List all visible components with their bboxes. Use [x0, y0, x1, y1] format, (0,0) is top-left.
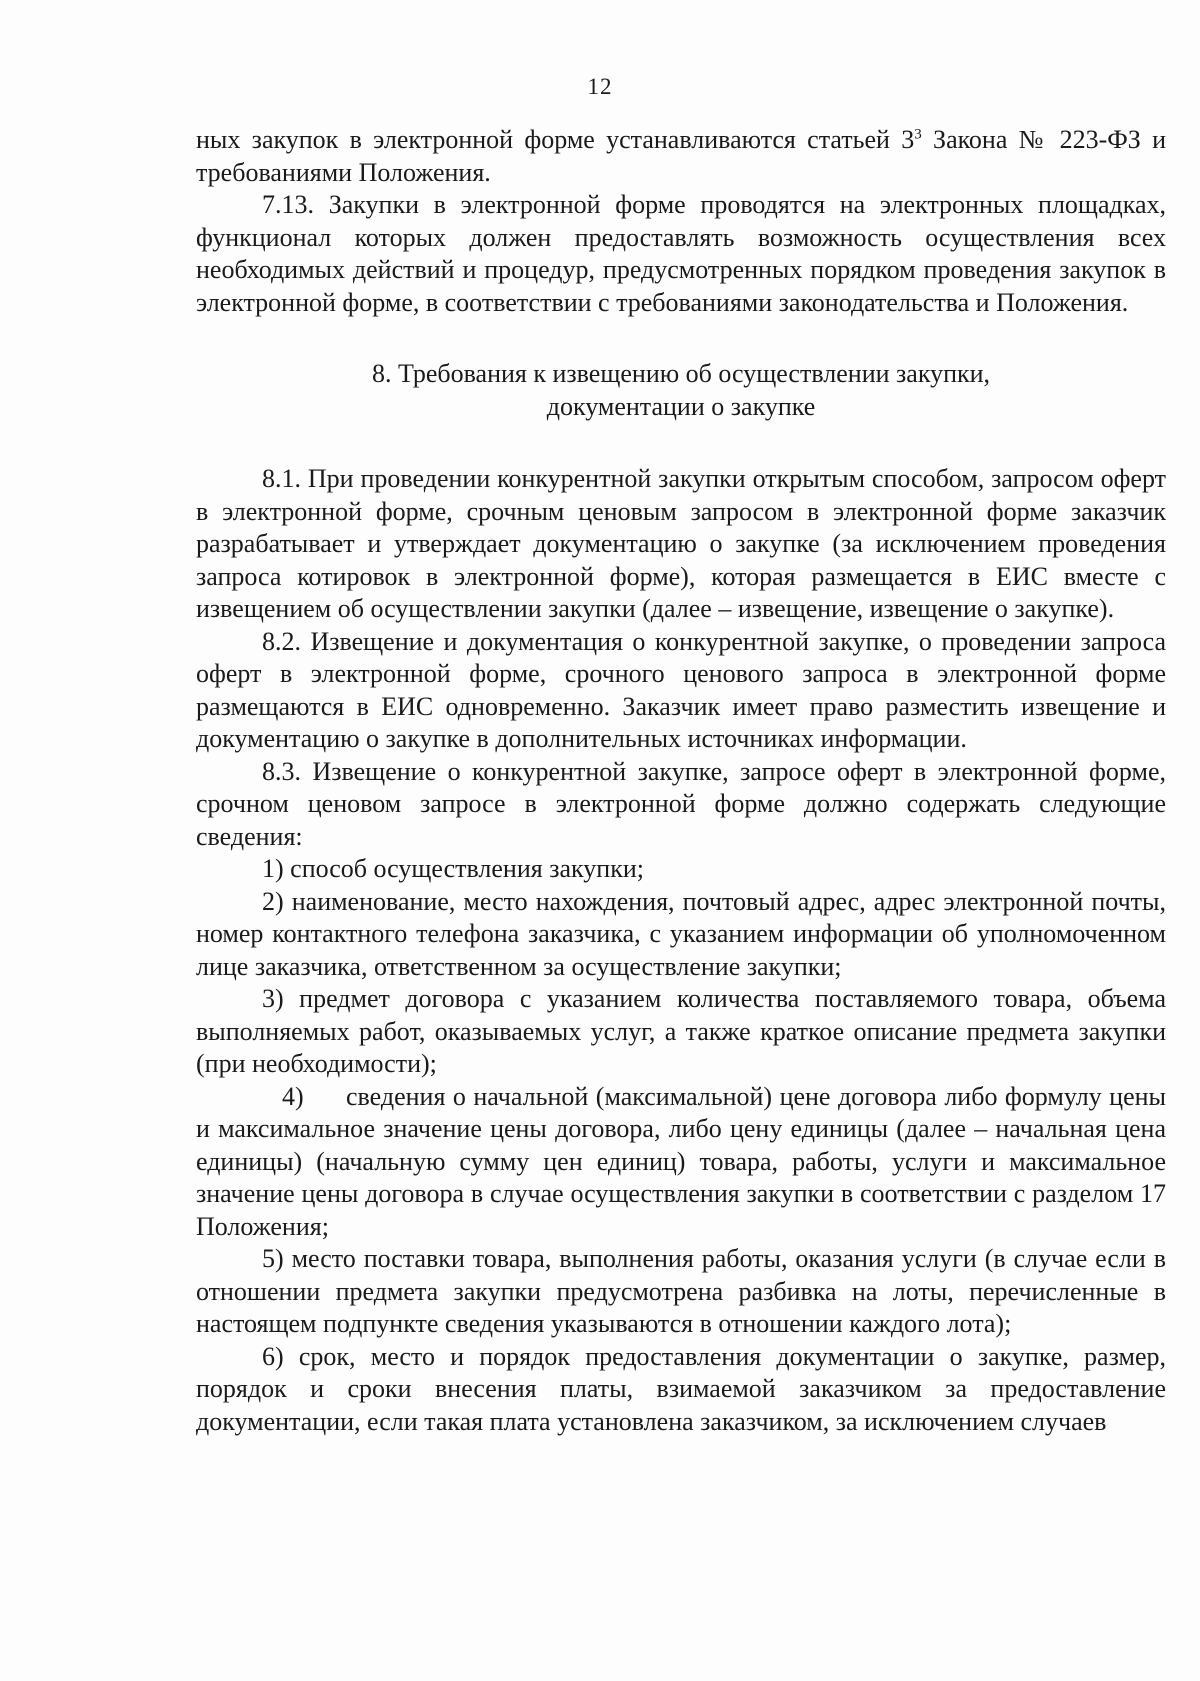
list-item-4-number: 4) [282, 1081, 304, 1111]
paragraph-8-3: 8.3. Извещение о конкурентной закупке, запросе оферт в электронной форме, срочном ценовом запросе в электронной форме должно содержать следующие сведения: [196, 756, 1166, 851]
paragraph-text: Закона № 223-ФЗ и требованиями Положения. [196, 125, 1167, 187]
page-number: 12 [587, 74, 613, 99]
list-item-4 [196, 1081, 1166, 1244]
list-item-2: 2) наименование, место нахождения, почтовый адрес, адрес электронной почты, номер контактного телефона заказчика, с указанием информации об уполномоченном лице заказчика, ответственном за осуществление закупки; [196, 886, 1166, 981]
paragraph-7-13: 7.13. Закупки в электронной форме проводятся на электронных площадках, функционал которых должен предоставлять возможность осуществления всех необходимых действий и процедур, предусмотренных порядком проведения закупок в электронной форме, в соответствии с требованиями законодательства и Положения. [196, 190, 1166, 317]
article-superscript: 3 [914, 126, 922, 143]
list-item-1: 1) способ осуществления закупки; [262, 854, 644, 883]
paragraph-text: ных закупок в электронной форме устанавливаются статьей 3 [196, 125, 915, 154]
paragraph-8-2: 8.2. Извещение и документация о конкурентной закупке, о проведении запроса оферт в электронной форме, срочного ценового запроса в электронной форме размещаются в ЕИС одновременно. Заказчик имеет право разместить извещение и документацию о закупке в дополнительных источниках информации. [196, 626, 1166, 753]
list-item-4-text: сведения о начальной (максимальной) цене договора либо формулу цены и максимальное значение цены договора, либо цену единицы (далее – начальная цена единицы) (начальную сумму цен единиц) товара, работы, услуги и максимальное значение цены договора в случае осуществления закупки в соответствии с разделом 17 Положения; [196, 1081, 1166, 1241]
section-heading-line-2: документации о закупке [546, 392, 816, 421]
paragraph-8-1: 8.1. При проведении конкурентной закупки открытым способом, запросом оферт в электронной форме, срочным ценовым запросом в электронной форме заказчик разрабатывает и утверждает документацию о закупке (за исключением проведения запроса котировок в электронной форме), которая размещается в ЕИС вместе с извещением об осуществлении закупки (далее – извещение, извещение о закупке). [196, 464, 1166, 623]
list-item-6: 6) срок, место и порядок предоставления документации о закупке, размер, порядок и сроки внесения платы, взимаемой заказчиком за предоставление документации, если такая плата установлена заказчиком, за исключением случаев [196, 1341, 1166, 1436]
section-heading-line-1: 8. Требования к извещению об осуществлении закупки, [371, 359, 991, 388]
document-body [196, 124, 1166, 1438]
list-item-3: 3) предмет договора с указанием количества поставляемого товара, объема выполняемых работ, оказываемых услуг, а также краткое описание предмета закупки (при необходимости); [196, 984, 1166, 1078]
list-item-5: 5) место поставки товара, выполнения работы, оказания услуги (в случае если в отношении предмета закупки предусмотрена разбивка на лоты, перечисленные в настоящем подпункте сведения указываются в отношении каждого лота); [196, 1244, 1166, 1338]
section-heading [196, 357, 1166, 423]
paragraph-7-12-continuation [196, 124, 1166, 189]
